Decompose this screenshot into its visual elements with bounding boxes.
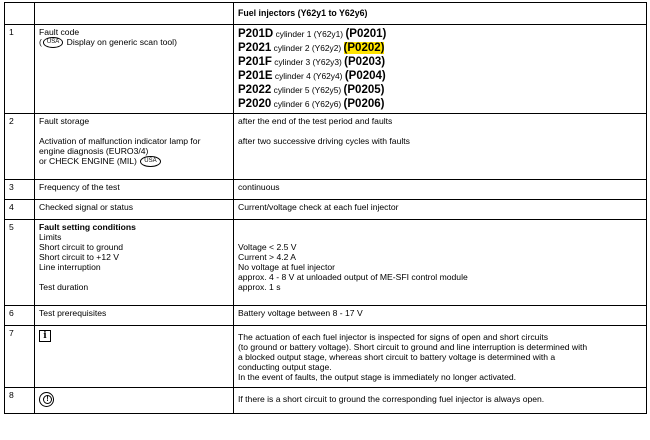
row-number: 4 xyxy=(5,200,35,220)
row-number: 8 xyxy=(5,388,35,414)
row-label: Frequency of the test xyxy=(35,180,234,200)
table-row-fault-conditions xyxy=(5,220,647,306)
fault-code: P201F xyxy=(238,56,272,68)
row-label: Checked signal or status xyxy=(35,200,234,220)
cylinder-label: cylinder 4 (Y62y4) xyxy=(274,71,343,81)
condition-label: Limits xyxy=(39,232,62,242)
label-fault-conditions: Fault setting conditions xyxy=(39,222,136,232)
info-line: conducting output stage. xyxy=(238,362,332,372)
check-engine-text: or CHECK ENGINE (MIL) xyxy=(39,156,137,166)
fault-code: P2021 xyxy=(238,42,272,54)
info-line: (to ground or battery voltage). Short circuit to ground and line interruption is determined with xyxy=(238,342,588,352)
table-row-fault-code xyxy=(5,25,647,114)
row-value: Current/voltage check at each fuel injector xyxy=(234,200,647,220)
condition-label xyxy=(39,272,229,282)
value-fault-storage: after the end of the test period and faults xyxy=(238,116,393,126)
label-fault-code: Fault code xyxy=(39,27,80,37)
usa-icon: USA xyxy=(43,37,63,48)
obd-code: (P0205) xyxy=(343,84,385,96)
cylinder-label: cylinder 2 (Y62y2) xyxy=(273,43,342,53)
row-number: 7 xyxy=(5,326,35,388)
row-label xyxy=(35,220,234,306)
obd-code-highlighted: (P0202) xyxy=(343,42,385,54)
label-euro: engine diagnosis (EURO3/4) xyxy=(39,146,149,156)
fault-code-list xyxy=(234,25,647,114)
generic-scan-text: Display on generic scan tool) xyxy=(66,37,177,47)
condition-label: Line interruption xyxy=(39,262,101,272)
cylinder-label: cylinder 5 (Y62y5) xyxy=(273,85,342,95)
info-line: a blocked output stage, whereas short circuit to battery voltage is determined with a xyxy=(238,352,556,362)
fault-code: P201D xyxy=(238,28,274,40)
table-row-warning xyxy=(5,388,647,414)
warning-icon xyxy=(39,392,54,407)
row-number: 6 xyxy=(5,306,35,326)
fault-code-line xyxy=(238,69,642,83)
table-row-checked-signal xyxy=(5,200,647,220)
row-label xyxy=(35,388,234,414)
header-num-cell xyxy=(5,3,35,25)
row-number: 2 xyxy=(5,114,35,180)
header-label-cell xyxy=(35,3,234,25)
info-icon: i xyxy=(39,330,51,342)
row-number: 3 xyxy=(5,180,35,200)
condition-value: approx. 1 s xyxy=(238,282,281,292)
cylinder-label: cylinder 1 (Y62y1) xyxy=(275,29,344,39)
warning-icon-glyph: ! xyxy=(43,395,52,404)
table-row-info xyxy=(5,326,647,388)
paren-open: ( xyxy=(39,37,42,47)
label-fault-storage: Fault storage xyxy=(39,116,90,126)
row-value xyxy=(234,220,647,306)
fault-code: P2022 xyxy=(238,84,272,96)
fault-code-line xyxy=(238,97,642,111)
condition-label: Short circuit to +12 V xyxy=(39,252,120,262)
fault-code: P2020 xyxy=(238,98,272,110)
label-mil-activation: Activation of malfunction indicator lamp for xyxy=(39,136,201,146)
row-number: 5 xyxy=(5,220,35,306)
condition-label: Short circuit to ground xyxy=(39,242,124,252)
condition-label: Test duration xyxy=(39,282,89,292)
row-value xyxy=(234,388,647,414)
fault-code-line xyxy=(238,27,642,41)
cylinder-label: cylinder 3 (Y62y3) xyxy=(274,57,342,67)
value-mil-activation: after two successive driving cycles with faults xyxy=(238,136,410,146)
fault-code-line xyxy=(238,55,642,69)
obd-code: (P0206) xyxy=(343,98,385,110)
fault-code-line xyxy=(238,41,642,55)
condition-value: Voltage < 2.5 V xyxy=(238,242,297,252)
header-title: Fuel injectors (Y62y1 to Y62y6) xyxy=(234,3,647,25)
fault-code: P201E xyxy=(238,70,273,82)
table-header-row xyxy=(5,3,647,25)
condition-value: Current > 4.2 A xyxy=(238,252,297,262)
condition-value xyxy=(238,232,642,242)
fault-table xyxy=(4,2,647,414)
row-label xyxy=(35,25,234,114)
table-row-frequency xyxy=(5,180,647,200)
info-line: In the event of faults, the output stage is immediately no longer activated. xyxy=(238,372,517,382)
cylinder-label: cylinder 6 (Y62y6) xyxy=(273,99,342,109)
warning-text: If there is a short circuit to ground the corresponding fuel injector is always open. xyxy=(238,394,545,404)
obd-code: (P0203) xyxy=(344,56,386,68)
row-label: Test prerequisites xyxy=(35,306,234,326)
row-label xyxy=(35,114,234,180)
label-generic-scan xyxy=(39,37,229,48)
label-check-engine xyxy=(39,156,229,167)
row-value: continuous xyxy=(234,180,647,200)
table-row-prerequisites xyxy=(5,306,647,326)
fault-code-line xyxy=(238,83,642,97)
row-value: Battery voltage between 8 - 17 V xyxy=(234,306,647,326)
row-value xyxy=(234,114,647,180)
info-line: The actuation of each fuel injector is inspected for signs of open and short circuits xyxy=(238,332,549,342)
usa-icon: USA xyxy=(140,156,160,167)
table-row-fault-storage xyxy=(5,114,647,180)
row-label xyxy=(35,326,234,388)
row-value xyxy=(234,326,647,388)
condition-value: No voltage at fuel injector xyxy=(238,262,335,272)
condition-value: approx. 4 - 8 V at unloaded output of ME-SFI control module xyxy=(238,272,468,282)
obd-code: (P0204) xyxy=(344,70,386,82)
obd-code: (P0201) xyxy=(345,28,387,40)
row-number: 1 xyxy=(5,25,35,114)
